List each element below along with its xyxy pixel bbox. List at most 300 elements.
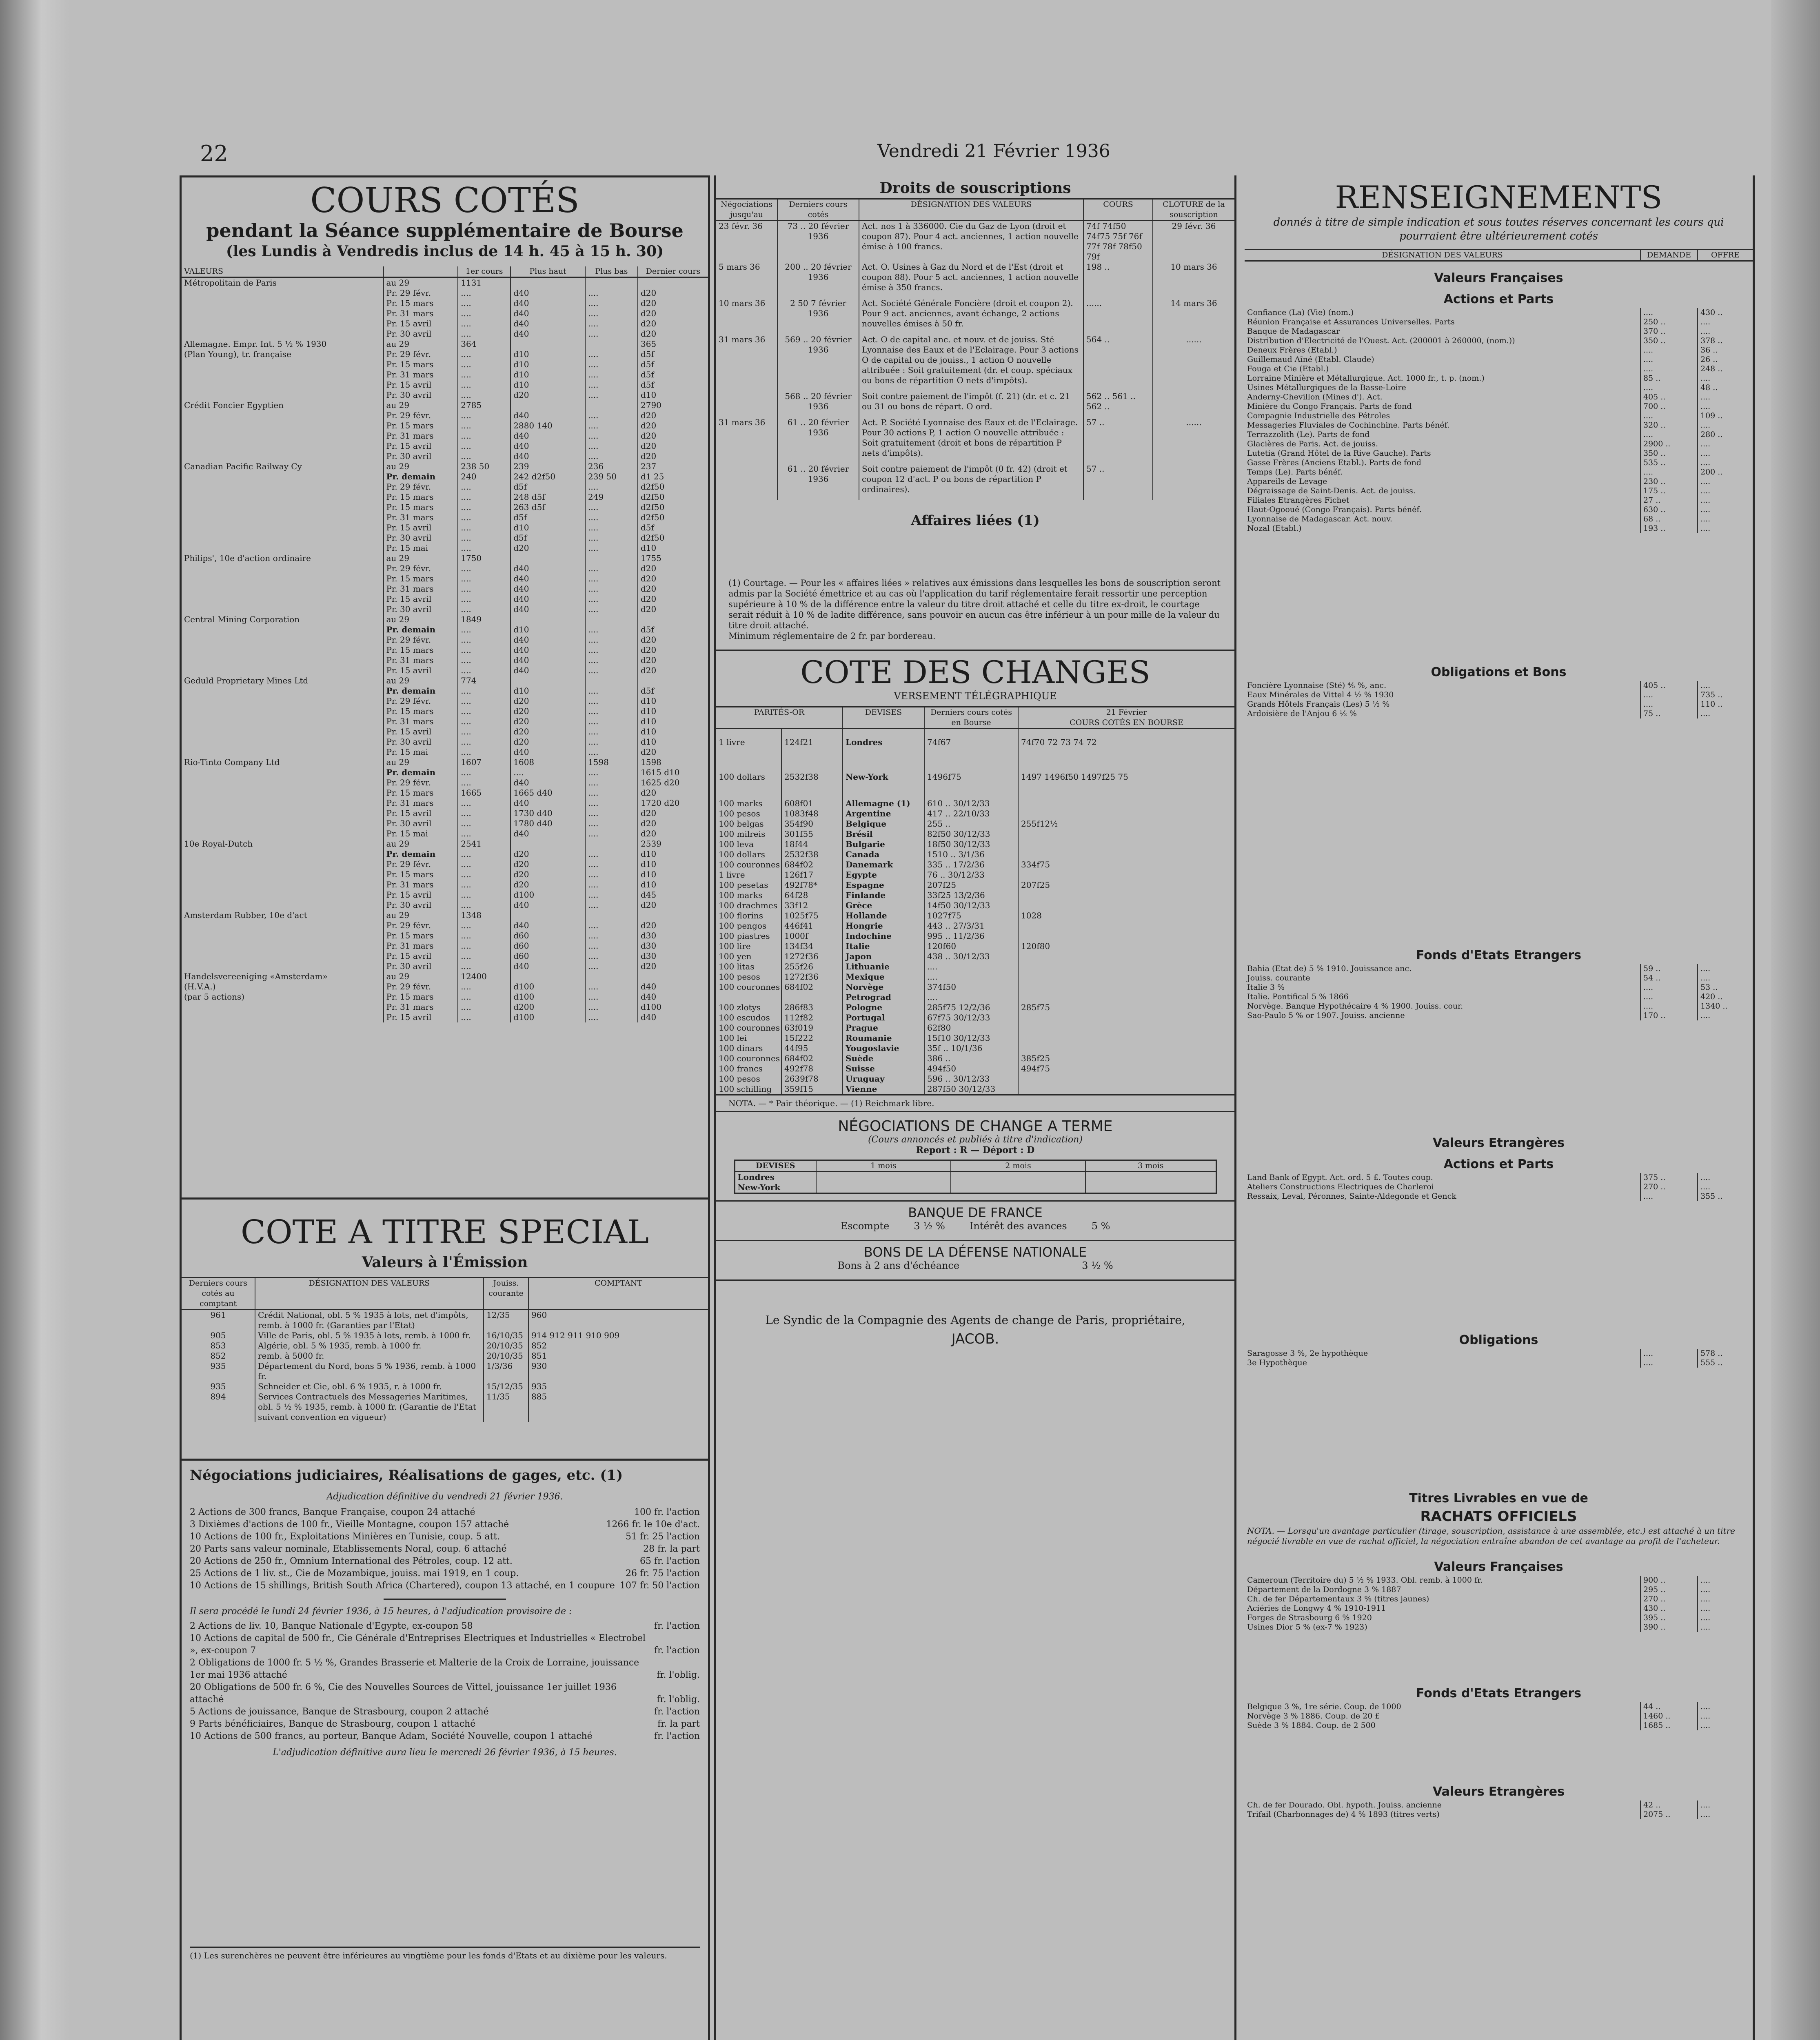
plus-haut: d40 [510, 563, 585, 574]
rens-offre: .... [1698, 1585, 1753, 1594]
devise-cours [1018, 849, 1234, 860]
premier-cours: .... [458, 727, 510, 737]
table-row [1245, 1576, 1753, 1585]
valeur-name [182, 431, 384, 441]
valeur-name [182, 410, 384, 421]
valeur-name [182, 1012, 384, 1022]
premier-cours: 1131 [458, 277, 510, 288]
table-row [182, 992, 708, 1002]
dernier-cours: d30 [638, 941, 708, 951]
term-label: Pr. 29 févr. [384, 982, 458, 992]
devise-last: 67f75 30/12/33 [924, 1013, 1018, 1023]
terme-subtitle2: Report : R — Déport : D [916, 1145, 1035, 1155]
devise-last: 335 .. 17/2/36 [924, 860, 1018, 870]
special-last: 935 [210, 1381, 226, 1391]
dernier-cours: 1598 [638, 757, 708, 767]
dernier-cours [638, 277, 708, 288]
dernier-cours: d20 [638, 441, 708, 451]
plus-bas: 239 50 [585, 472, 638, 482]
rachats-section-title-label: Valeurs Etrangères [1433, 1785, 1565, 1799]
table-row [716, 335, 1234, 391]
term-label: Pr. 15 avril [384, 523, 458, 533]
premier-cours: .... [458, 1002, 510, 1012]
rens-offre: .... [1698, 317, 1753, 327]
valeur-name [182, 625, 384, 635]
plus-haut: d60 [510, 941, 585, 951]
parite-or: 492f78* [781, 880, 843, 890]
rens-demande: .... [1640, 346, 1698, 355]
parite-unit: 100 dinars [719, 1043, 763, 1053]
dernier-cours: d20 [638, 329, 708, 339]
table-row [182, 900, 708, 910]
valeur-name [182, 298, 384, 308]
list-item [190, 1543, 700, 1555]
devise-last: 62f80 [924, 1023, 1018, 1033]
changes-nota: NOTA. — * Pair théorique. — (1) Reichmark libre. [716, 1094, 1234, 1111]
terme-title: NÉGOCIATIONS DE CHANGE A TERME [838, 1118, 1113, 1135]
rens-offre: .... [1698, 477, 1753, 486]
rens-name: Grands Hôtels Français (Les) 5 ½ % [1247, 700, 1390, 709]
rens-demande: .... [1640, 355, 1698, 364]
droits-title: Droits de souscriptions [879, 180, 1071, 197]
rens-name: Sao-Paulo 5 % or 1907. Jouiss. ancienne [1247, 1011, 1405, 1020]
parite-unit: 100 couronnes [719, 982, 780, 992]
plus-haut [510, 400, 585, 410]
valeur-name [182, 472, 384, 482]
term-label: Pr. 29 févr. [384, 410, 458, 421]
parite-unit: 100 marks [719, 798, 763, 808]
banque-rates [716, 1220, 1234, 1232]
rens-col-offre: OFFRE [1698, 250, 1753, 261]
plus-bas: .... [585, 747, 638, 757]
rens-offre: 26 .. [1698, 355, 1753, 364]
special-title: COTE A TITRE SPECIAL [240, 1213, 649, 1251]
special-comptant: 885 [528, 1392, 708, 1422]
special-comptant: 960 [528, 1310, 708, 1331]
valeur-name [182, 512, 384, 523]
table-row [182, 451, 708, 461]
parite-or: 255f26 [781, 962, 843, 972]
plus-bas: .... [585, 941, 638, 951]
plus-haut: d40 [510, 920, 585, 931]
term-label: Pr. 29 févr. [384, 288, 458, 298]
table-row [182, 584, 708, 594]
rens-demande: 2900 .. [1640, 439, 1698, 449]
premier-cours: .... [458, 329, 510, 339]
parite-unit: 100 francs [719, 1064, 763, 1073]
table-row [182, 421, 708, 431]
plus-bas: .... [585, 696, 638, 706]
list-item [190, 1580, 700, 1592]
term-label: au 29 [384, 614, 458, 625]
col-plus-haut: Plus haut [510, 266, 585, 277]
table-row [1245, 524, 1753, 533]
dernier-cours [638, 971, 708, 982]
dernier-cours: d1 25 [638, 472, 708, 482]
premier-cours: .... [458, 492, 510, 502]
plus-bas: .... [585, 563, 638, 574]
devise-name: Londres [843, 729, 924, 764]
term-label: Pr. 15 avril [384, 441, 458, 451]
devise-last: 76 .. 30/12/33 [924, 870, 1018, 880]
devise-name: Italie [843, 941, 924, 951]
premier-cours: .... [458, 543, 510, 553]
list-item [190, 1620, 700, 1632]
dernier-cours: d5f [638, 349, 708, 359]
rens-offre: 109 .. [1698, 411, 1753, 421]
droits-last: 61 .. 20 février 1936 [777, 417, 859, 464]
valeur-name [182, 900, 384, 910]
term-label: Pr. 15 avril [384, 1012, 458, 1022]
droits-col-name: DÉSIGNATION DES VALEURS [859, 199, 1083, 221]
rens-demande: 350 .. [1640, 336, 1698, 346]
section-subtitle [1245, 1201, 1753, 1349]
special-jouiss: 15/12/35 [484, 1381, 528, 1392]
table-row [182, 788, 708, 798]
valeur-name [182, 920, 384, 931]
valeur-name [182, 829, 384, 839]
plus-bas: .... [585, 431, 638, 441]
plus-haut: d60 [510, 931, 585, 941]
devise-last: 995 .. 11/2/36 [924, 931, 1018, 941]
devise-name: Japon [843, 951, 924, 962]
plus-bas: .... [585, 869, 638, 880]
table-row [182, 543, 708, 553]
parite-or: 684f02 [781, 1053, 843, 1064]
plus-haut: d20 [510, 706, 585, 716]
premier-cours: .... [458, 441, 510, 451]
term-label: Pr. 31 mars [384, 584, 458, 594]
plus-haut: d40 [510, 319, 585, 329]
valeur-name [182, 421, 384, 431]
parite-or: 684f02 [781, 860, 843, 870]
plus-haut: d20 [510, 880, 585, 890]
rens-demande: 85 .. [1640, 374, 1698, 383]
parite-or: 301f55 [781, 829, 843, 839]
rens-demande: 405 .. [1640, 681, 1698, 690]
devise-last: 35f .. 10/1/36 [924, 1043, 1018, 1053]
term-label: Pr. 15 mars [384, 706, 458, 716]
table-row [1245, 402, 1753, 411]
item-text: 20 Parts sans valeur nominale, Etablissements Noral, coup. 6 attaché [190, 1544, 507, 1554]
table-row [1245, 411, 1753, 421]
devise-name: Prague [843, 1023, 924, 1033]
valeur-name [182, 594, 384, 604]
term-label: Pr. 15 mars [384, 574, 458, 584]
surencheres-footnote: (1) Les surenchères ne peuvent être inférieures au vingtième pour les fonds d'Etats et au dixième pour les valeurs. [190, 1951, 667, 1960]
rens-name: Banque de Madagascar [1247, 327, 1340, 336]
item-text: 3 Dixièmes d'actions de 100 fr., Vieille Montagne, coupon 157 attaché [190, 1519, 509, 1530]
rens-offre: .... [1698, 973, 1753, 983]
cours-cotes-title: COURS COTÉS [310, 180, 579, 220]
devise-cours [1018, 921, 1234, 931]
devise-cours [1018, 1084, 1234, 1094]
table-row [182, 696, 708, 706]
provisoire-heading: Il sera procédé le lundi 24 février 1936, à 15 heures, à l'adjudication provisoire de : [190, 1606, 572, 1616]
parite-or: 2532f38 [781, 764, 843, 798]
devise-cours: 385f25 [1018, 1053, 1234, 1064]
premier-cours: .... [458, 390, 510, 400]
divider [716, 1111, 1234, 1112]
special-comptant: 935 [528, 1381, 708, 1392]
rens-offre: 280 .. [1698, 430, 1753, 439]
plus-bas: .... [585, 441, 638, 451]
dernier-cours: d30 [638, 931, 708, 941]
plus-haut: 242 d2f50 [510, 472, 585, 482]
right-column [1245, 175, 1755, 2040]
droits-last: 568 .. 20 février 1936 [777, 391, 859, 417]
parite-unit: 100 piastres [719, 931, 770, 941]
table-row [1245, 430, 1753, 439]
parite-or: 286f83 [781, 1002, 843, 1013]
table-row [182, 737, 708, 747]
premier-cours: .... [458, 869, 510, 880]
rens-demande: .... [1640, 308, 1698, 317]
rens-offre: 578 .. [1698, 1349, 1753, 1358]
dernier-cours: d40 [638, 982, 708, 992]
plus-haut: d5f [510, 482, 585, 492]
premier-cours: .... [458, 849, 510, 859]
table-row [716, 962, 1234, 972]
premier-cours: .... [458, 533, 510, 543]
devise-cours [1018, 982, 1234, 992]
plus-bas: .... [585, 716, 638, 727]
plus-haut: d40 [510, 900, 585, 910]
parite-unit: 100 couronnes [719, 1053, 780, 1063]
premier-cours: .... [458, 961, 510, 971]
devise-name: Allemagne (1) [843, 798, 924, 809]
dernier-cours: d20 [638, 808, 708, 818]
devise-last: 74f67 [924, 729, 1018, 764]
definitive-note: L'adjudication définitive aura lieu le mercredi 26 février 1936, à 15 heures. [273, 1747, 617, 1758]
term-label: au 29 [384, 757, 458, 767]
devise-name: Pologne [843, 1002, 924, 1013]
rens-offre: 48 .. [1698, 383, 1753, 392]
table-row [716, 921, 1234, 931]
plus-bas: .... [585, 482, 638, 492]
plus-haut [510, 910, 585, 920]
valeur-name [182, 329, 384, 339]
plus-haut: 1608 [510, 757, 585, 767]
table-row [716, 1084, 1234, 1094]
cours-cotes-table [182, 266, 708, 1022]
item-price: 65 fr. l'action [639, 1556, 700, 1566]
term-label: Pr. demain [384, 849, 458, 859]
item-price: fr. l'action [654, 1621, 700, 1631]
rens-offre: .... [1698, 374, 1753, 383]
rens-offre: 378 .. [1698, 336, 1753, 346]
dernier-cours [638, 614, 708, 625]
rens-name: Eaux Minérales de Vittel 4 ½ % 1930 [1247, 690, 1394, 699]
premier-cours: .... [458, 584, 510, 594]
rens-demande: 295 .. [1640, 1585, 1698, 1594]
col-term [384, 266, 458, 277]
parite-unit: 100 dollars [719, 772, 765, 782]
rens-demande: 54 .. [1640, 973, 1698, 983]
plus-haut: d20 [510, 869, 585, 880]
droits-date [716, 391, 777, 417]
plus-haut: d40 [510, 961, 585, 971]
dernier-cours: d10 [638, 737, 708, 747]
plus-haut: d20 [510, 543, 585, 553]
term-label: Pr. 30 avril [384, 329, 458, 339]
plus-bas: .... [585, 604, 638, 614]
premier-cours: .... [458, 380, 510, 390]
dernier-cours: d10 [638, 859, 708, 869]
rens-demande: 375 .. [1640, 1173, 1698, 1182]
plus-bas: .... [585, 523, 638, 533]
rens-name: Terrazzolith (Le). Parts de fond [1247, 430, 1370, 439]
next-page-edge [1771, 0, 1820, 2040]
item-price: fr. l'action [654, 1731, 700, 1741]
valeur-name [182, 808, 384, 818]
special-name: remb. à 5000 fr. [255, 1351, 484, 1361]
plus-bas: .... [585, 920, 638, 931]
devise-name: Bulgarie [843, 839, 924, 849]
list-item [190, 1681, 700, 1706]
valeur-name [182, 370, 384, 380]
premier-cours: .... [458, 931, 510, 941]
dernier-cours: d10 [638, 706, 708, 716]
table-row [716, 900, 1234, 911]
table-row [182, 971, 708, 982]
premier-cours: 240 [458, 472, 510, 482]
courtage-note: (1) Courtage. — Pour les « affaires liées » relatives aux émissions dans lesquelles les bons de souscription seront admis par la Société émettrice et au cas où l'application du tarif réglementaire ferait ressortir une perception supérieure à 10 % de la différence entre la valeur du titre droit attaché et celle du titre ex-droit, le courtage serait réduit à 10 % de ladite différence, sans pouvoir en aucun cas être inférieur à un pour mille de la valeur du titre droit attaché. [728, 578, 1221, 630]
terme-row-londres: Londres [737, 1172, 775, 1182]
negociations-title: Négociations judiciaires, Réalisations de gages, etc. (1) [190, 1467, 623, 1483]
dernier-cours: 1755 [638, 553, 708, 563]
plus-haut: .... [510, 767, 585, 778]
section-title-label: Valeurs Françaises [1434, 271, 1563, 285]
dernier-cours: d20 [638, 665, 708, 676]
special-name: Département du Nord, bons 5 % 1936, remb. à 1000 fr. [255, 1361, 484, 1381]
devise-cours [1018, 890, 1234, 900]
valeur-name [182, 319, 384, 329]
plus-haut: d40 [510, 298, 585, 308]
dernier-cours: d20 [638, 319, 708, 329]
plus-bas: .... [585, 451, 638, 461]
rens-demande: 175 .. [1640, 486, 1698, 496]
term-label: Pr. demain [384, 625, 458, 635]
table-row [182, 727, 708, 737]
table-row [182, 920, 708, 931]
special-col-comptant: COMPTANT [528, 1278, 708, 1310]
rens-name: Ardoisière de l'Anjou 6 ½ % [1247, 709, 1357, 718]
rens-demande: 2075 .. [1640, 1810, 1698, 1819]
cours-cotes-subtitle: pendant la Séance supplémentaire de Bourse [206, 220, 684, 242]
rens-offre: 53 .. [1698, 983, 1753, 992]
droits-cloture: 10 mars 36 [1153, 262, 1234, 298]
plus-haut: d100 [510, 992, 585, 1002]
table-row [1245, 1182, 1753, 1192]
plus-bas: .... [585, 298, 638, 308]
rens-name: Distribution d'Electricité de l'Ouest. Act. (200001 à 260000, (nom.)) [1247, 336, 1515, 345]
devise-last: .... [924, 962, 1018, 972]
special-name: Services Contractuels des Messageries Maritimes, obl. 5 ½ % 1935, remb. à 1000 fr. (Garantie de l'Etat suivant convention en vigueur) [255, 1392, 484, 1422]
table-row [182, 767, 708, 778]
rens-demande: 900 .. [1640, 1576, 1698, 1585]
special-last: 894 [210, 1392, 226, 1401]
plus-bas: .... [585, 625, 638, 635]
table-row [716, 941, 1234, 951]
plus-haut: d40 [510, 798, 585, 808]
plus-bas: .... [585, 900, 638, 910]
table-row [716, 819, 1234, 829]
rens-name: Norvège 3 % 1886. Coup. de 20 £ [1247, 1712, 1380, 1721]
premier-cours: .... [458, 594, 510, 604]
premier-cours: .... [458, 767, 510, 778]
valeur-name [182, 951, 384, 961]
parite-or [781, 992, 843, 1002]
dernier-cours: d20 [638, 431, 708, 441]
rens-demande: 535 .. [1640, 458, 1698, 468]
item-price: fr. l'oblig. [657, 1694, 700, 1705]
rens-offre: .... [1698, 392, 1753, 402]
list-item [190, 1632, 700, 1657]
special-comptant: 930 [528, 1361, 708, 1381]
term-label: Pr. 15 avril [384, 951, 458, 961]
devise-last: .... [924, 972, 1018, 982]
valeur-name [182, 359, 384, 370]
premier-cours: .... [458, 737, 510, 747]
adjudication-list [190, 1506, 700, 1592]
item-text: 10 Actions de 500 francs, au porteur, Banque Adam, Société Nouvelle, coupon 1 attaché [190, 1731, 593, 1741]
dernier-cours: d20 [638, 655, 708, 665]
rens-offre: .... [1698, 681, 1753, 690]
item-text: 20 Obligations de 500 fr. 6 %, Cie des Nouvelles Sources de Vittel, jouissance 1er juillet 1936 attaché [190, 1682, 617, 1705]
rachats-section-title-label: Fonds d'Etats Etrangers [1416, 1686, 1582, 1701]
rens-demande: .... [1640, 1002, 1698, 1011]
plus-haut [510, 676, 585, 686]
table-row [182, 910, 708, 920]
droits-cours: 562 .. 561 .. 562 .. [1083, 391, 1153, 417]
table-row [1245, 392, 1753, 402]
table-row [182, 859, 708, 869]
table-row [182, 880, 708, 890]
special-table [182, 1277, 708, 1422]
section-subtitle-label: Fonds d'Etats Etrangers [1416, 948, 1582, 962]
table-row [182, 523, 708, 533]
table-row [1245, 1712, 1753, 1721]
rens-demande: 68 .. [1640, 514, 1698, 524]
table-row [182, 839, 708, 849]
valeur-name: Amsterdam Rubber, 10e d'act [184, 910, 307, 920]
table-row [1245, 1192, 1753, 1201]
table-row [716, 729, 1234, 764]
table-row [1245, 973, 1753, 983]
premier-cours: .... [458, 370, 510, 380]
premier-cours: .... [458, 574, 510, 584]
droits-last: 73 .. 20 février 1936 [777, 221, 859, 262]
item-price: 28 fr. la part [643, 1544, 700, 1554]
valeur-name [182, 543, 384, 553]
term-label: Pr. 30 avril [384, 900, 458, 910]
rens-name: Saragosse 3 %, 2e hypothèque [1247, 1349, 1368, 1358]
rens-offre: .... [1698, 449, 1753, 458]
rens-name: Ateliers Constructions Electriques de Charleroi [1247, 1182, 1434, 1191]
droits-col-last: Derniers cours cotés [777, 199, 859, 221]
plus-bas: .... [585, 808, 638, 818]
table-row [1245, 477, 1753, 486]
devise-cours [1018, 829, 1234, 839]
term-label: Pr. 31 mars [384, 370, 458, 380]
rens-name: Suède 3 % 1884. Coup. de 2 500 [1247, 1721, 1376, 1730]
parite-unit: 100 couronnes [719, 860, 780, 869]
premier-cours: .... [458, 686, 510, 696]
parite-unit: 100 belgas [719, 819, 764, 829]
devise-cours: 494f75 [1018, 1064, 1234, 1074]
valeur-name [182, 859, 384, 869]
